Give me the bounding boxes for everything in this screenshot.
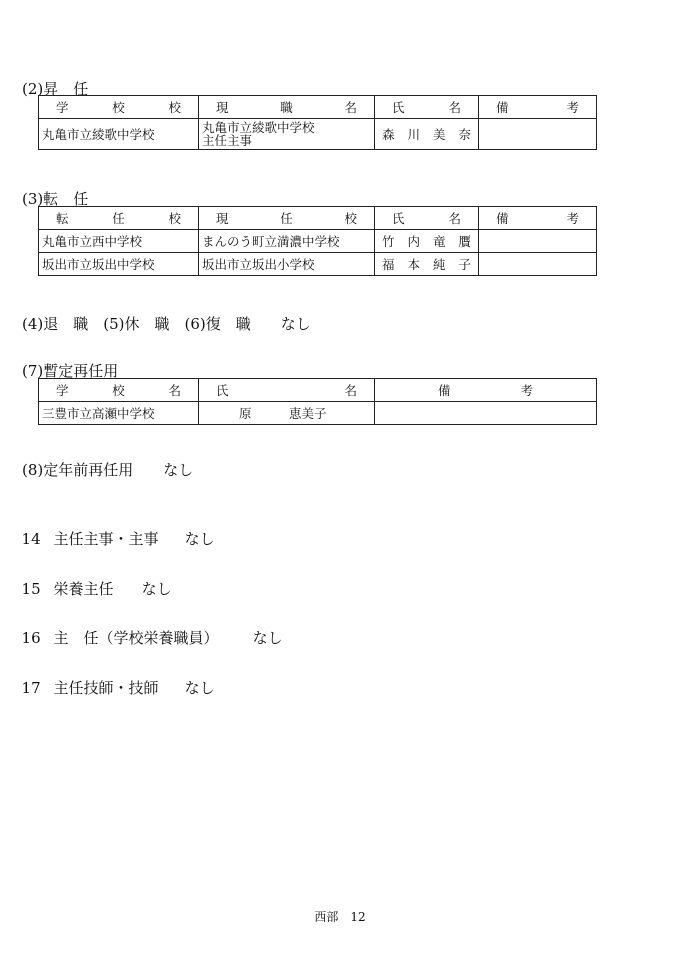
table-row <box>39 253 597 276</box>
table-row <box>39 119 597 150</box>
header-school: 学 校 校 <box>39 96 199 119</box>
item-14 <box>12 510 215 549</box>
cell-new-school: 丸亀市立西中学校 <box>39 230 199 253</box>
cell-school: 三豊市立高瀬中学校 <box>39 402 199 425</box>
item-text: 主 任（学校栄養職員） <box>53 629 219 647</box>
cell-new-school: 坂出市立坂出中学校 <box>39 253 199 276</box>
cell-name: 竹 内 竜 贋 <box>375 230 479 253</box>
item-number: 16 <box>21 629 41 647</box>
item-status: なし <box>184 530 215 548</box>
cell-current-school: まんのう町立満濃中学校 <box>199 230 375 253</box>
section-heading-promotion: (2)昇 任 <box>22 80 89 98</box>
cell-remarks <box>479 253 597 276</box>
header-school: 学 校 名 <box>39 379 199 402</box>
cell-school: 丸亀市立綾歌中学校 <box>39 119 199 150</box>
cell-name: 森 川 美 奈 <box>375 119 479 150</box>
item-status: なし <box>184 679 215 697</box>
item-status: なし <box>141 580 172 598</box>
cell-remarks <box>479 230 597 253</box>
header-current-school: 現 任 校 <box>199 207 375 230</box>
table-header-row <box>39 207 597 230</box>
item-number: 17 <box>21 679 41 697</box>
item-15 <box>12 560 172 599</box>
item-text: 主任技師・技師 <box>53 679 159 697</box>
header-current-position: 現 職 名 <box>199 96 375 119</box>
section-retire-leave-return: (4)退 職 (5)休 職 (6)復 職 なし <box>22 315 311 333</box>
header-name: 氏 名 <box>375 207 479 230</box>
promotion-table <box>38 95 597 150</box>
cell-remarks <box>479 119 597 150</box>
header-remarks: 備 考 <box>479 96 597 119</box>
cell-name: 福 本 純 子 <box>375 253 479 276</box>
item-17 <box>12 659 215 698</box>
cell-name: 原 恵美子 <box>199 402 375 425</box>
transfer-table <box>38 206 597 276</box>
item-text: 栄養主任 <box>53 580 114 598</box>
item-status: なし <box>252 629 283 647</box>
section-heading-provisional-reappointment: (7)暫定再任用 <box>22 362 119 380</box>
page-footer: 西部 12 <box>314 910 366 924</box>
table-header-row <box>39 96 597 119</box>
cell-current-position: 丸亀市立綾歌中学校 主任主事 <box>199 119 375 150</box>
header-remarks: 備 考 <box>375 379 597 402</box>
item-number: 14 <box>21 530 41 548</box>
header-name: 氏 名 <box>199 379 375 402</box>
table-header-row <box>39 379 597 402</box>
cell-current-school: 坂出市立坂出小学校 <box>199 253 375 276</box>
item-16 <box>12 609 283 648</box>
table-row <box>39 402 597 425</box>
item-text: 主任主事・主事 <box>53 530 159 548</box>
section-pre-retirement-reappointment: (8)定年前再任用 なし <box>22 461 194 479</box>
header-name: 氏 名 <box>375 96 479 119</box>
reappointment-table <box>38 378 597 425</box>
table-row <box>39 230 597 253</box>
cell-remarks <box>375 402 597 425</box>
section-heading-transfer: (3)転 任 <box>22 190 89 208</box>
header-new-school: 転 任 校 <box>39 207 199 230</box>
header-remarks: 備 考 <box>479 207 597 230</box>
item-number: 15 <box>21 580 41 598</box>
